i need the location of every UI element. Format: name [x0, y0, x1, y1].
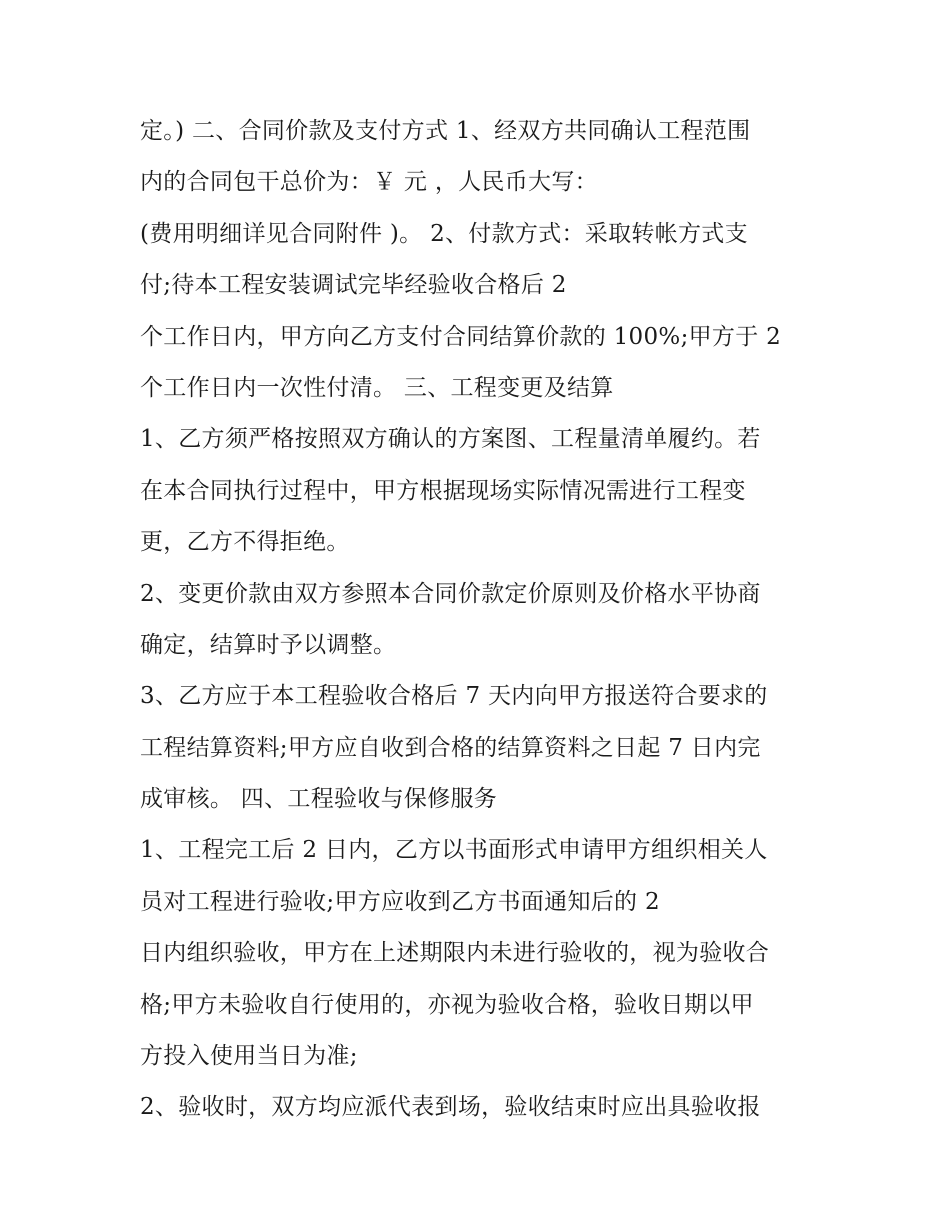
text-line: 付;待本工程安装调试完毕经验收合格后 2: [140, 272, 567, 299]
text-line: (费用明细详见合同附件 )。 2、付款方式：采取转帐方式支: [140, 220, 748, 247]
text-line: 更，乙方不得拒绝。: [140, 529, 350, 556]
text-line: 个工作日内，甲方向乙方支付合同结算价款的 100%;甲方于 2: [140, 323, 782, 350]
text-line: 2、变更价款由双方参照本合同价款定价原则及价格水平协商: [140, 580, 761, 607]
text-line: 个工作日内一次性付清。 三、工程变更及结算: [140, 374, 614, 401]
text-line: 2、验收时，双方均应派代表到场，验收结束时应出具验收报: [140, 1094, 761, 1121]
text-line: 成审核。 四、工程验收与保修服务: [140, 786, 498, 813]
text-line: 员对工程进行验收;甲方应收到乙方书面通知后的 2: [140, 888, 660, 915]
text-line: 1、工程完工后 2 日内，乙方以书面形式申请甲方组织相关人: [140, 837, 768, 864]
text-line: 确定，结算时予以调整。: [140, 631, 397, 658]
text-line: 方投入使用当日为准;: [140, 1043, 358, 1070]
contract-text: [140, 106, 830, 1134]
text-line: 格;甲方未验收自行使用的，亦视为验收合格，验收日期以甲: [140, 991, 754, 1018]
text-line: 日内组织验收，甲方在上述期限内未进行验收的，视为验收合: [140, 940, 770, 967]
text-line: 内的合同包干总价为：￥ 元 ，人民币大写：: [140, 169, 598, 196]
text-line: 工程结算资料;甲方应自收到合格的结算资料之日起 7 日内完: [140, 734, 761, 761]
text-line: 在本合同执行过程中，甲方根据现场实际情况需进行工程变: [140, 477, 746, 504]
text-line: 3、乙方应于本工程验收合格后 7 天内向甲方报送符合要求的: [140, 683, 768, 710]
text-line: 1、乙方须严格按照双方确认的方案图、工程量清单履约。若: [140, 426, 761, 453]
text-line: 定。) 二、合同价款及支付方式 1、经双方共同确认工程范围: [140, 118, 751, 144]
